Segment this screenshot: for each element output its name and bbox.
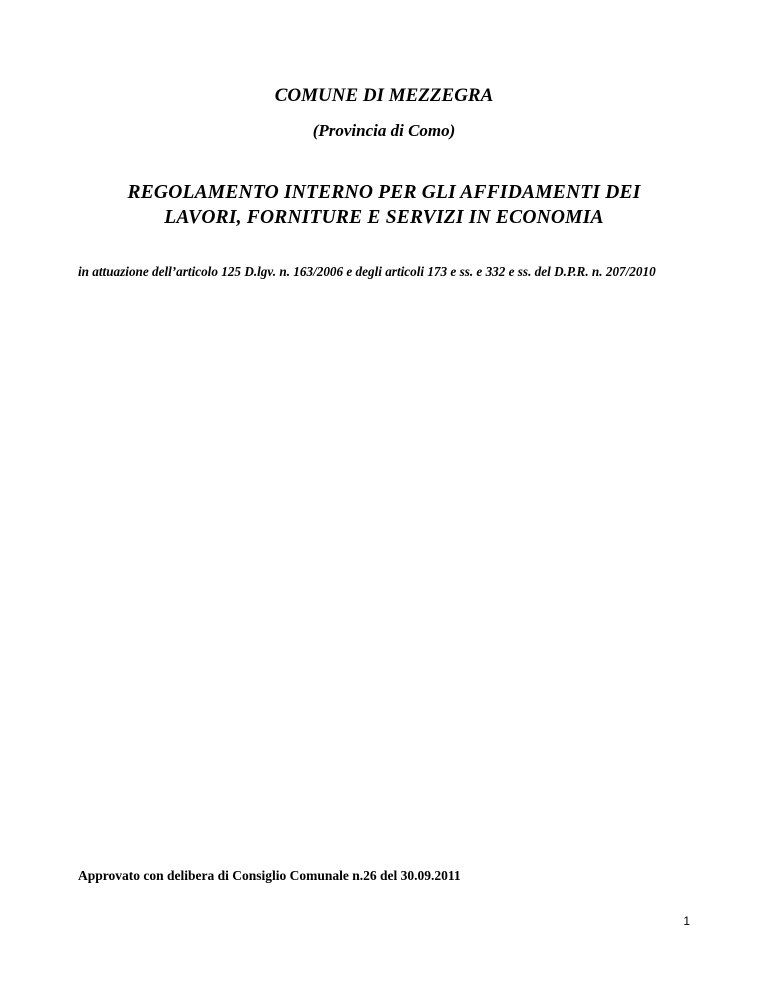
regulation-title-line-2: LAVORI, FORNITURE E SERVIZI IN ECONOMIA bbox=[164, 207, 604, 228]
municipality-heading: COMUNE DI MEZZEGRA bbox=[274, 85, 494, 106]
approval-note: Approvato con delibera di Consiglio Comunale n.26 del 30.09.2011 bbox=[78, 868, 461, 883]
page-number: 1 bbox=[683, 914, 690, 928]
regulation-title-line-1: REGOLAMENTO INTERNO PER GLI AFFIDAMENTI DEI bbox=[127, 182, 641, 203]
province-subheading: (Provincia di Como) bbox=[312, 121, 456, 140]
legal-reference-subtitle: in attuazione dell’articolo 125 D.lgv. n. 163/2006 e degli articoli 173 e ss. e 332 e ss. del D.P.R. n. 207/2010 bbox=[78, 264, 656, 279]
regulation-title bbox=[60, 180, 708, 230]
